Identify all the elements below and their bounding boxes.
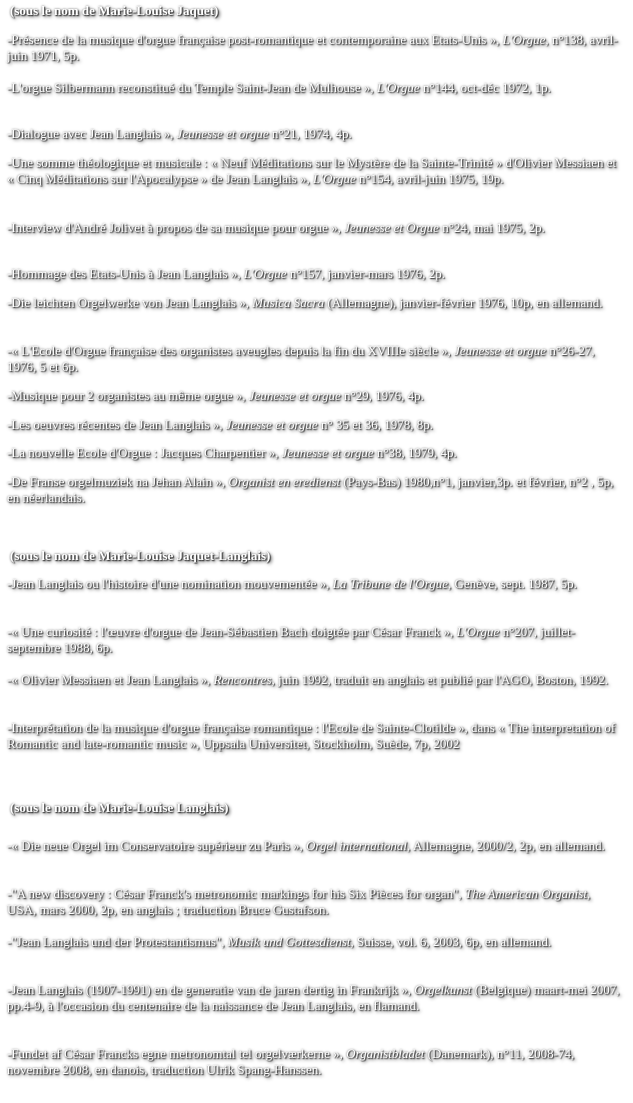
entry: -Hommage des Etats-Unis à Jean Langlais », L'Orgue n°157, janvier-mars 1976, 2p. (7, 266, 445, 281)
entry: -Jean Langlais (1907-1991) en de generatie van de jaren dertig in Frankrijk », Orgelkunst (Belgique) maart-mei 2007, pp.4-9, à l'occasion du centenaire de la naissance de Jean Langlais, en flamand. (7, 982, 620, 1013)
entry: -De Franse orgelmuziek na Jehan Alain », Organist en eredienst (Pays-Bas) 1980,n°1, janvier,3p. et février, n°2 , 5p, en néerlandais. (7, 474, 614, 505)
section-heading-jaquet: (sous le nom de Marie-Louise Jaquet) (10, 3, 219, 18)
entry: -« Die neue Orgel im Conservatoire supérieur zu Paris », Orgel international, Allemagne, 2000/2, 2p, en allemand. (7, 838, 605, 853)
entry: -Interview d'André Jolivet à propos de sa musique pour orgue », Jeunesse et Orgue n°24, mai 1975, 2p. (7, 220, 545, 235)
entry: -Interprétation de la musique d'orgue française romantique : l'Ecole de Sainte-Clotilde », dans « The interpretation of Romantic and late-romantic music », Uppsala Universitet, Stockholm, Suède, 7p, 2002 (7, 720, 616, 751)
entry: -L'orgue Silbermann reconstitué du Temple Saint-Jean de Mulhouse », L'Orgue n°144, oct-déc 1972, 1p. (7, 80, 551, 95)
entry: -Dialogue avec Jean Langlais », Jeunesse et orgue n°21, 1974, 4p. (7, 126, 352, 141)
entry: -Les oeuvres récentes de Jean Langlais », Jeunesse et orgue n° 35 et 36, 1978, 8p. (7, 417, 434, 432)
entry: -Jean Langlais ou l'histoire d'une nomination mouvementée », La Tribune de l'Orgue, Genève, sept. 1987, 5p. (7, 576, 577, 591)
entry: -« Olivier Messiaen et Jean Langlais », Rencontres, juin 1992, traduit en anglais et publié par l'AGO, Boston, 1992. (7, 672, 609, 687)
entry: -Présence de la musique d'orgue française post-romantique et contemporaine aux Etats-Unis », L'Orgue, n°138, avril-juin 1971, 5p. (7, 32, 618, 63)
entry: -« Une curiosité : l'œuvre d'orgue de Jean-Sébastien Bach doigtée par César Franck », L'Orgue n°207, juillet-septembre 1988, 6p. (7, 624, 575, 655)
entry: -La nouvelle Ecole d'Orgue : Jacques Charpentier », Jeunesse et orgue n°38, 1979, 4p. (7, 445, 457, 460)
section-heading-langlais: (sous le nom de Marie-Louise Langlais) (10, 800, 229, 815)
entry: -"Jean Langlais und der Protestantismus", Musik und Gottesdienst, Suisse, vol. 6, 2003, 6p, en allemand. (7, 934, 552, 949)
entry: -Fundet af César Francks egne metronomtal tel orgelværkerne », Organistbladet (Danemark), n°11, 2008-74, novembre 2008, en danois, traduction Ulrik Spang-Hanssen. (7, 1046, 575, 1077)
entry: -"A new discovery : César Franck's metronomic markings for his Six Pièces for organ", The American Organist, USA, mars 2000, 2p, en anglais ; traduction Bruce Gustafson. (7, 886, 591, 917)
entry: -« L'Ecole d'Orgue française des organistes aveugles depuis la fin du XVIIIe siècle », Jeunesse et orgue n°26-27, 1976, 5 et 6p. (7, 343, 595, 374)
entry: -Musique pour 2 organistes au même orgue », Jeunesse et orgue n°29, 1976, 4p. (7, 388, 424, 403)
entry: -Une somme théologique et musicale : « Neuf Méditations sur le Mystère de la Sainte-Trinité » d'Olivier Messiaen et « Cinq Méditations sur l'Apocalypse » de Jean Langlais », L'Orgue n°154, avril-juin 1975, 19p. (7, 155, 617, 186)
section-heading-jaquet-langlais: (sous le nom de Marie-Louise Jaquet-Langlais) (10, 548, 271, 563)
entry: -Die leichten Orgelwerke von Jean Langlais », Musica Sacra (Allemagne), janvier-février 1976, 10p, en allemand. (7, 295, 603, 310)
